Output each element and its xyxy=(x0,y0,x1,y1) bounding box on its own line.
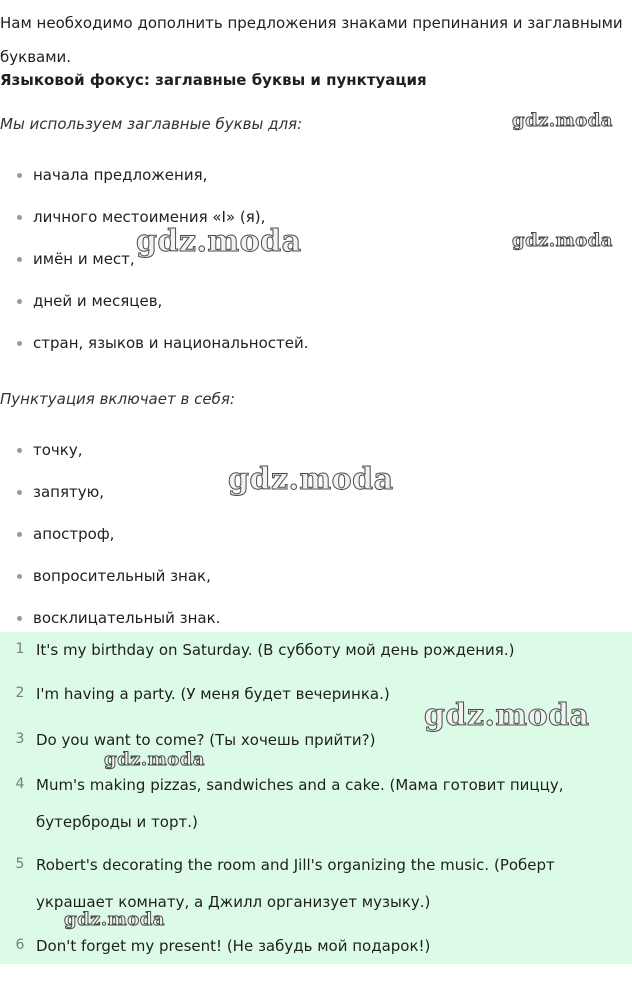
list-item: запятую, xyxy=(0,482,220,524)
answer-text: Do you want to come? (Ты хочешь прийти?) xyxy=(36,731,376,749)
capitals-list xyxy=(0,165,309,375)
punctuation-list xyxy=(0,440,220,650)
watermark: gdz.moda xyxy=(228,462,394,497)
watermark: gdz.moda xyxy=(64,909,165,930)
watermark: gdz.moda xyxy=(104,749,205,770)
answers-list xyxy=(0,632,632,964)
list-item: точку, xyxy=(0,440,220,482)
answer-text: Mum's making pizzas, sandwiches and a cake. (Мама готовит пиццу, бутерброды и торт.) xyxy=(36,776,564,831)
watermark: gdz.moda xyxy=(512,110,613,131)
answer-text: I'm having a party. (У меня будет вечеринка.) xyxy=(36,685,390,703)
answer-number: 1 xyxy=(15,641,25,657)
intro-text: Нам необходимо дополнить предложения знаками препинания и заглавными буквами. xyxy=(0,14,623,66)
answer-text: Don't forget my present! (Не забудь мой подарок!) xyxy=(36,937,431,955)
answer-text: It's my birthday on Saturday. (В субботу мой день рождения.) xyxy=(36,641,515,659)
answer-number: 2 xyxy=(15,685,25,701)
list-item: апостроф, xyxy=(0,524,220,566)
answer-number: 3 xyxy=(15,731,25,747)
list-item: восклицательный знак. xyxy=(0,608,220,650)
list-item: имён и мест, xyxy=(0,249,309,291)
answer-text: Robert's decorating the room and Jill's organizing the music. (Роберт украшает комнату, а Джилл организует музыку.) xyxy=(36,856,555,911)
answer-number: 4 xyxy=(15,776,25,792)
watermark: gdz.moda xyxy=(424,698,590,733)
language-focus-title: Языковой фокус: заглавные буквы и пунктуация xyxy=(0,71,427,89)
answer-number: 6 xyxy=(15,937,25,953)
list-item: личного местоимения «I» (я), xyxy=(0,207,309,249)
list-item: вопросительный знак, xyxy=(0,566,220,608)
list-item: дней и месяцев, xyxy=(0,291,309,333)
watermark: gdz.moda xyxy=(136,224,302,259)
answer-number: 5 xyxy=(15,856,25,872)
capitals-heading: Мы используем заглавные буквы для: xyxy=(0,115,303,133)
list-item: стран, языков и национальностей. xyxy=(0,333,309,375)
list-item: начала предложения, xyxy=(0,165,309,207)
punctuation-heading: Пунктуация включает в себя: xyxy=(0,390,235,408)
watermark: gdz.moda xyxy=(512,230,613,251)
